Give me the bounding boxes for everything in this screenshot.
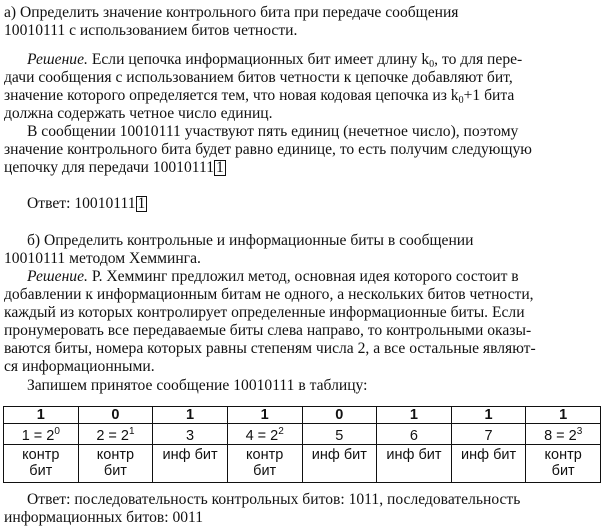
bit-position-cell: 6	[377, 424, 452, 445]
bit-value-cell: 0	[78, 407, 153, 424]
bit-positions-row	[4, 424, 601, 445]
solution-a-line-4: должна содержать четное число единиц.	[4, 105, 273, 122]
task-b-line-2: 10010111 методом Хемминга.	[4, 250, 201, 267]
bit-value-cell: 1	[526, 407, 601, 424]
bit-type-cell: инф бит	[451, 445, 526, 483]
solution-a-line-2: дачи сообщения с использованием битов четности к цепочке добавляют бит,	[4, 69, 513, 86]
para-a2-line-1: В сообщении 10010111 участвуют пять единиц (нечетное число), поэтому	[27, 123, 519, 140]
bit-type-cell: инф бит	[302, 445, 377, 483]
task-a-line-2: 10010111 с использованием битов четности.	[4, 22, 298, 39]
solution-a-line-3: значение которого определяется тем, что новая кодовая цепочка из $k_0+1$ бита	[4, 87, 515, 106]
para-a2-line-3: цепочку для передачи 10010111 1	[4, 159, 224, 176]
para-a2-line-2: значение контрольного бита будет равно единице, то есть получим следующую	[4, 141, 532, 158]
bit-value-cell: 1	[377, 407, 452, 424]
bit-type-cell: контр бит	[227, 445, 302, 483]
solution-a-label: Решение.	[27, 51, 88, 68]
bit-position-cell: $4 = 2^2$	[227, 424, 302, 445]
table-intro: Запишем принятое сообщение 10010111 в таблицу:	[27, 377, 368, 394]
answer-b-line-1: Ответ: последовательность контрольных битов: 1011, последовательность	[27, 491, 521, 508]
solution-b-line-3: каждый из которых контролирует определенные информационные биты. Если	[4, 304, 525, 321]
solution-b-line-5: ваются биты, номера которых равны степеням числа 2, а все остальные являют-	[4, 340, 536, 357]
bit-value-cell: 1	[4, 407, 79, 424]
bit-values-row	[4, 407, 601, 424]
bit-type-cell: контр бит	[4, 445, 79, 483]
bit-type-cell: контр бит	[526, 445, 601, 483]
bit-position-cell: 7	[451, 424, 526, 445]
solution-b-label: Решение.	[27, 268, 88, 285]
solution-b-line-2: добавлении к информационным битам не одного, а нескольких битов четности,	[4, 286, 534, 303]
bit-type-cell: инф бит	[377, 445, 452, 483]
bit-position-cell: $8 = 2^3$	[526, 424, 601, 445]
bit-type-cell: контр бит	[78, 445, 153, 483]
task-b-line-1: б) Определить контрольные и информационные биты в сообщении	[27, 232, 474, 249]
solution-b-line-1: Решение. Р. Хемминг предложил метод, основная идея которого состоит в	[27, 268, 519, 285]
bit-type-cell: инф бит	[153, 445, 228, 483]
solution-a-line-1: Решение. Если цепочка информационных бит имеет длину $k_0$, то для пере-	[27, 51, 523, 70]
solution-b-line-6: ся информационными.	[4, 358, 155, 375]
bit-value-cell: 0	[302, 407, 377, 424]
bit-value-cell: 1	[451, 407, 526, 424]
answer-a: Ответ: 10010111 1	[27, 195, 146, 212]
bit-position-cell: $2 = 2^1$	[78, 424, 153, 445]
bit-position-cell: 5	[302, 424, 377, 445]
solution-b-line-4: пронумеровать все передаваемые биты слева направо, то контрольными оказы-	[4, 322, 532, 339]
answer-parity-bit-box: 1	[137, 195, 146, 212]
bit-value-cell: 1	[227, 407, 302, 424]
task-a-line-1: а) Определить значение контрольного бита при передаче сообщения	[4, 4, 459, 21]
bit-types-row	[4, 445, 601, 483]
bit-position-cell: 3	[153, 424, 228, 445]
bit-position-cell: $1 = 2^0$	[4, 424, 79, 445]
bit-value-cell: 1	[153, 407, 228, 424]
answer-b-line-2: информационных битов: 0011	[4, 509, 204, 526]
parity-bit-box: 1	[216, 159, 224, 176]
hamming-table	[3, 406, 601, 483]
